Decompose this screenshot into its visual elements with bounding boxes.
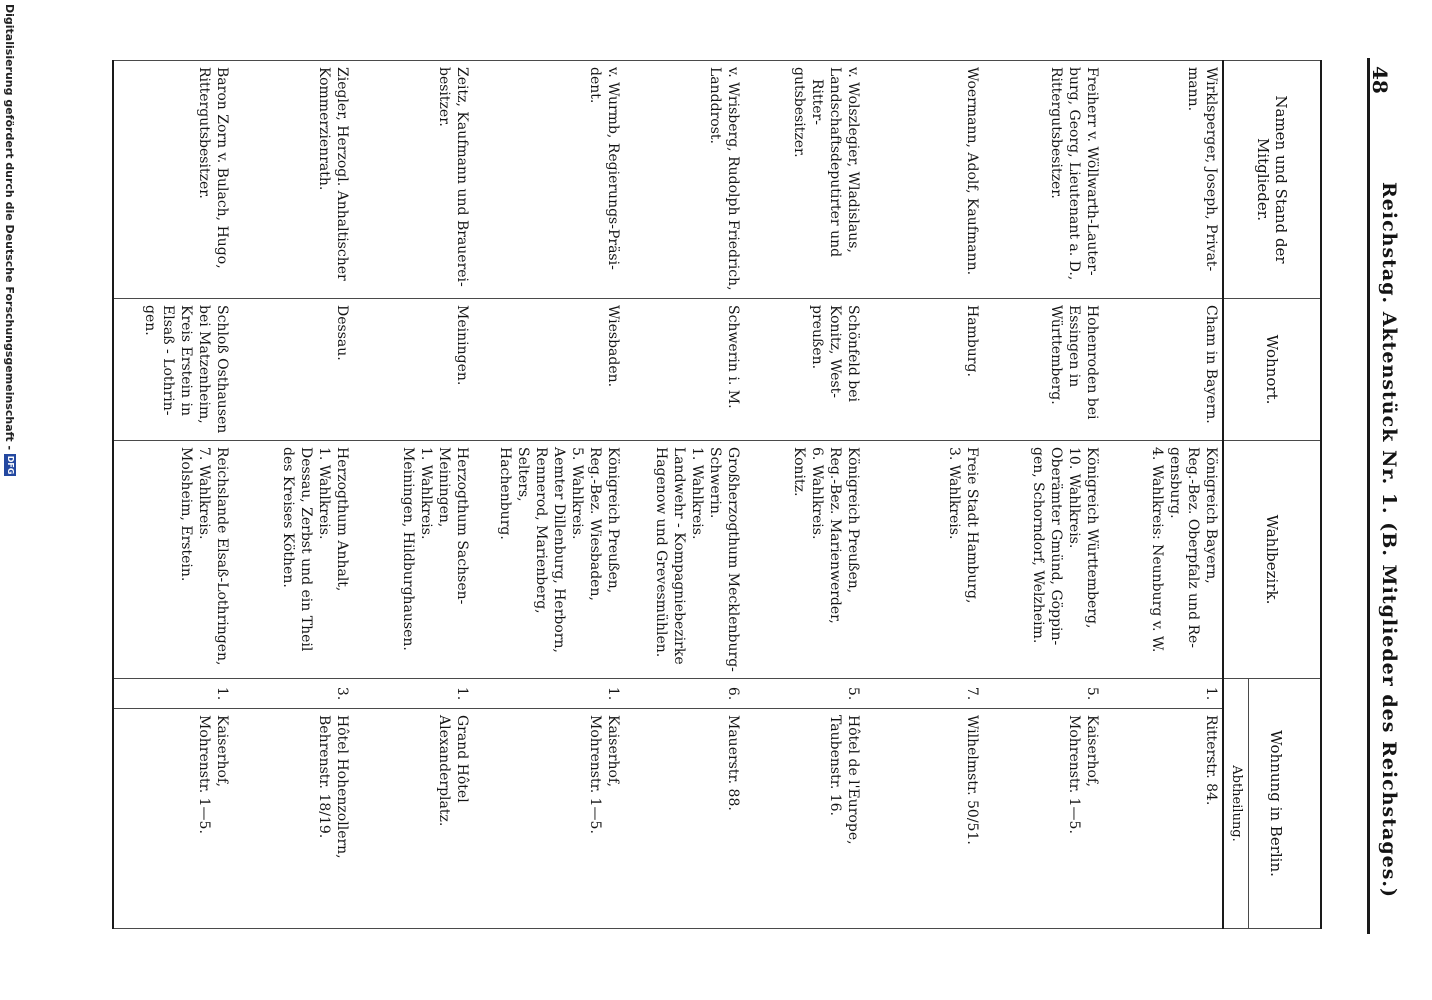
cell-wahlbezirk bbox=[353, 441, 473, 679]
wahlbezirk-line: Königreich Preußen, bbox=[604, 447, 621, 594]
cell-wohnung bbox=[864, 709, 984, 929]
cell-name bbox=[233, 61, 353, 299]
table-row bbox=[624, 61, 744, 929]
wohnort-line: Hohenroden bei bbox=[1084, 305, 1101, 420]
wahlbezirk-line: Reg.-Bez. Oberpfalz und Re- bbox=[1185, 447, 1201, 649]
wohnort-line: Konitz, West- bbox=[826, 305, 843, 398]
wohnort-line: Dessau. bbox=[333, 305, 350, 361]
cell-wahlbezirk bbox=[624, 441, 744, 679]
wahlbezirk-line: gensburg. bbox=[1167, 447, 1183, 519]
wohnung-line: Taubenstr. 16. bbox=[826, 715, 843, 817]
cell-wohnung bbox=[473, 709, 624, 929]
wohnung-line: Grand Hôtel bbox=[453, 715, 470, 803]
wahlbezirk-line: Schwerin. bbox=[706, 447, 723, 519]
table-row bbox=[864, 61, 984, 929]
header-wohnung-group bbox=[1223, 679, 1321, 929]
cell-abtheilung: 1. bbox=[1103, 679, 1223, 709]
header-rule bbox=[1367, 58, 1370, 934]
wahlbezirk-line: Meiningen, Hildburghausen. bbox=[399, 447, 416, 651]
name-line: v. Wolszlegier, Wladislaus, bbox=[844, 67, 861, 253]
cell-wohnort bbox=[624, 299, 744, 441]
wohnort-line: preußen. bbox=[808, 305, 825, 370]
name-line: Ziegler, Herzogl. Anhaltischer bbox=[333, 67, 350, 281]
wahlbezirk-line: Konitz. bbox=[790, 447, 807, 497]
name-line: Kommerzienrath. bbox=[315, 67, 332, 191]
table-row bbox=[113, 61, 233, 929]
wohnung-line: Behrenstr. 18/19. bbox=[315, 715, 332, 839]
wahlbezirk-line: Reg.-Bez. Wiesbaden, bbox=[586, 447, 603, 601]
wahlbezirk-line: Hagenow und Grevesmühlen. bbox=[652, 447, 669, 658]
wahlbezirk-line: 5. Wahlkreis. bbox=[568, 447, 585, 540]
header-name: Namen und Stand der Mitglieder. bbox=[1223, 61, 1321, 299]
cell-abtheilung: 3. bbox=[233, 679, 353, 709]
wahlbezirk-line: Königreich Württemberg, bbox=[1084, 447, 1101, 629]
cell-wohnung bbox=[233, 709, 353, 929]
cell-name bbox=[744, 61, 864, 299]
table-body bbox=[113, 61, 1223, 929]
table-row bbox=[983, 61, 1103, 929]
wahlbezirk-line: des Kreises Köthen. bbox=[279, 447, 296, 588]
wahlbezirk-line: 10. Wahlkreis. bbox=[1066, 447, 1083, 549]
name-line: v. Wurmb, Regierungs-Präsi- bbox=[604, 67, 621, 270]
wohnung-line: Alexanderplatz. bbox=[435, 715, 452, 827]
wohnort-line: Wiesbaden. bbox=[604, 305, 621, 388]
wohnort-line: bei Matzenheim, bbox=[195, 305, 212, 424]
table-row bbox=[473, 61, 624, 929]
wohnung-line: Mohrenstr. 1—5. bbox=[586, 715, 603, 834]
wahlbezirk-line: 1. Wahlkreis. bbox=[688, 447, 705, 540]
wohnung-line: Wilhelmstr. 50/51. bbox=[964, 715, 981, 845]
cell-wohnort bbox=[473, 299, 624, 441]
wohnort-line: Württemberg. bbox=[1048, 305, 1065, 405]
cell-wohnung bbox=[353, 709, 473, 929]
wahlbezirk-line: Oberämter Gmünd, Göppin- bbox=[1048, 447, 1065, 646]
name-line: Woermann, Adolf, Kaufmann. bbox=[964, 67, 981, 276]
wohnung-line: Hôtel de l'Europe, bbox=[844, 715, 861, 845]
cell-wahlbezirk bbox=[113, 441, 233, 679]
wahlbezirk-line: Reichslande Elsaß-Lothringen, bbox=[213, 447, 230, 666]
cell-wohnung bbox=[744, 709, 864, 929]
wahlbezirk-line: Landwehr - Kompagniebezirke bbox=[670, 447, 687, 665]
wohnung-line: Ritterstr. 84. bbox=[1203, 715, 1219, 806]
cell-wahlbezirk bbox=[473, 441, 624, 679]
wohnung-line: Mohrenstr. 1—5. bbox=[195, 715, 212, 834]
cell-name bbox=[113, 61, 233, 299]
wohnort-line: gen. bbox=[141, 305, 158, 336]
wohnung-line: Kaiserhof, bbox=[604, 715, 621, 788]
wohnort-line: Kreis Erstein in bbox=[177, 305, 194, 416]
table-row bbox=[1103, 61, 1223, 929]
name-line: v. Wrisberg, Rudolph Friedrich, bbox=[724, 67, 741, 291]
header-abtheilung: Abtheilung. bbox=[1224, 679, 1249, 928]
name-line: dent. bbox=[586, 67, 603, 104]
cell-abtheilung: 1. bbox=[113, 679, 233, 709]
wahlbezirk-line: 1. Wahlkreis. bbox=[315, 447, 332, 540]
wahlbezirk-line: Königreich Preußen, bbox=[844, 447, 861, 594]
cell-wahlbezirk bbox=[233, 441, 353, 679]
wahlbezirk-line: Großherzogthum Mecklenburg- bbox=[724, 447, 741, 672]
wahlbezirk-line: gen, Schorndorf, Welzheim. bbox=[1030, 447, 1047, 644]
header-wohnort: Wohnort. bbox=[1223, 299, 1321, 441]
wahlbezirk-line: Aemter Dillenburg, Herborn, bbox=[550, 447, 567, 653]
wohnung-line: Mohrenstr. 1—5. bbox=[1066, 715, 1083, 834]
table-row bbox=[233, 61, 353, 929]
cell-wohnort bbox=[864, 299, 984, 441]
dfg-logo: DFG bbox=[6, 455, 15, 475]
wohnort-line: Essingen in bbox=[1066, 305, 1083, 388]
cell-wohnung bbox=[983, 709, 1103, 929]
cell-wohnort bbox=[744, 299, 864, 441]
name-line: mann. bbox=[1185, 67, 1201, 112]
name-line: Wirklsperger, Joseph, Privat- bbox=[1203, 67, 1219, 272]
name-line: gutsbesitzer. bbox=[790, 67, 807, 158]
credit-text: Digitalisierung gefördert durch die Deutsche Forschungsgemeinschaft - bbox=[3, 4, 17, 451]
wahlbezirk-line: Dessau, Zerbst und ein Theil bbox=[297, 447, 314, 652]
wohnung-line: Mauerstr. 88. bbox=[724, 715, 741, 811]
name-line: besitzer. bbox=[435, 67, 452, 127]
wahlbezirk-line: Herzogthum Anhalt, bbox=[333, 447, 350, 592]
wohnung-line: Hôtel Hohenzollern, bbox=[333, 715, 350, 859]
name-line: Rittergutsbesitzer. bbox=[195, 67, 212, 199]
wohnung-line: Kaiserhof, bbox=[1084, 715, 1101, 788]
cell-name bbox=[624, 61, 744, 299]
cell-name bbox=[353, 61, 473, 299]
wahlbezirk-line: 1. Wahlkreis. bbox=[417, 447, 434, 540]
wohnort-line: Schloß Osthausen bbox=[213, 305, 230, 434]
cell-wahlbezirk bbox=[744, 441, 864, 679]
cell-wohnung bbox=[624, 709, 744, 929]
table-row bbox=[353, 61, 473, 929]
running-title: Reichstag. Aktenstück Nr. 1. (B. Mitglieder des Reichstages.) bbox=[1378, 181, 1400, 899]
wohnort-line: Meiningen. bbox=[453, 305, 470, 386]
header-wohnung: Wohnung in Berlin. bbox=[1267, 730, 1285, 877]
name-line: burg, Georg, Lieutenant a. D., bbox=[1066, 67, 1083, 281]
page-number: 48 bbox=[1368, 66, 1392, 94]
cell-wohnort bbox=[353, 299, 473, 441]
name-line: Landschaftsdeputirter und Ritter- bbox=[808, 67, 843, 258]
members-table bbox=[112, 60, 1322, 929]
cell-abtheilung: 5. bbox=[744, 679, 864, 709]
wahlbezirk-line: 3. Wahlkreis. bbox=[946, 447, 963, 540]
cell-wohnung bbox=[113, 709, 233, 929]
cell-wahlbezirk bbox=[1103, 441, 1223, 679]
table-header-row bbox=[1223, 61, 1321, 929]
wohnort-line: Schwerin i. M. bbox=[724, 305, 741, 409]
wohnort-line: Schönfeld bei bbox=[844, 305, 861, 402]
table-row bbox=[744, 61, 864, 929]
wahlbezirk-line: 6. Wahlkreis. bbox=[808, 447, 825, 540]
name-line: Baron Zorn v. Bulach, Hugo, bbox=[213, 67, 230, 269]
name-line: Freiherr v. Wöllwarth-Lauter- bbox=[1084, 67, 1101, 276]
cell-abtheilung: 5. bbox=[983, 679, 1103, 709]
wahlbezirk-line: Herzogthum Sachsen-Meiningen, bbox=[435, 447, 470, 605]
cell-name bbox=[983, 61, 1103, 299]
cell-wohnort bbox=[1103, 299, 1223, 441]
wohnort-line: Cham in Bayern. bbox=[1203, 305, 1219, 424]
wahlbezirk-line: 7. Wahlkreis. bbox=[195, 447, 212, 540]
name-line: Rittergutsbesitzer. bbox=[1048, 67, 1065, 199]
wahlbezirk-line: Reg.-Bez. Marienwerder, bbox=[826, 447, 843, 624]
cell-abtheilung: 7. bbox=[864, 679, 984, 709]
digitization-credit bbox=[0, 0, 20, 1000]
cell-wohnort bbox=[113, 299, 233, 441]
name-line: Zeitz, Kaufmann und Brauerei- bbox=[453, 67, 470, 287]
wahlbezirk-line: Molsheim, Erstein. bbox=[177, 447, 194, 582]
wahlbezirk-line: Königreich Bayern, bbox=[1203, 447, 1219, 584]
cell-name bbox=[1103, 61, 1223, 299]
cell-wahlbezirk bbox=[864, 441, 984, 679]
wahlbezirk-line: 4. Wahlkreis: Neunburg v. W. bbox=[1149, 447, 1165, 653]
cell-wohnort bbox=[233, 299, 353, 441]
name-line: Landdrost. bbox=[706, 67, 723, 144]
cell-name bbox=[473, 61, 624, 299]
cell-wohnort bbox=[983, 299, 1103, 441]
wohnort-line: Hamburg. bbox=[964, 305, 981, 377]
cell-wahlbezirk bbox=[983, 441, 1103, 679]
cell-wohnung bbox=[1103, 709, 1223, 929]
wahlbezirk-line: Freie Stadt Hamburg, bbox=[964, 447, 981, 604]
header-wahlbezirk: Wahlbezirk. bbox=[1223, 441, 1321, 679]
cell-abtheilung: 6. bbox=[624, 679, 744, 709]
wohnort-line: Elsaß - Lothrin- bbox=[159, 305, 176, 416]
wohnung-line: Kaiserhof, bbox=[213, 715, 230, 788]
cell-abtheilung: 1. bbox=[353, 679, 473, 709]
wahlbezirk-line: Rennerod, Marienberg, Selters, bbox=[514, 447, 549, 614]
wahlbezirk-line: Hachenburg. bbox=[496, 447, 513, 540]
cell-name bbox=[864, 61, 984, 299]
cell-abtheilung: 1. bbox=[473, 679, 624, 709]
